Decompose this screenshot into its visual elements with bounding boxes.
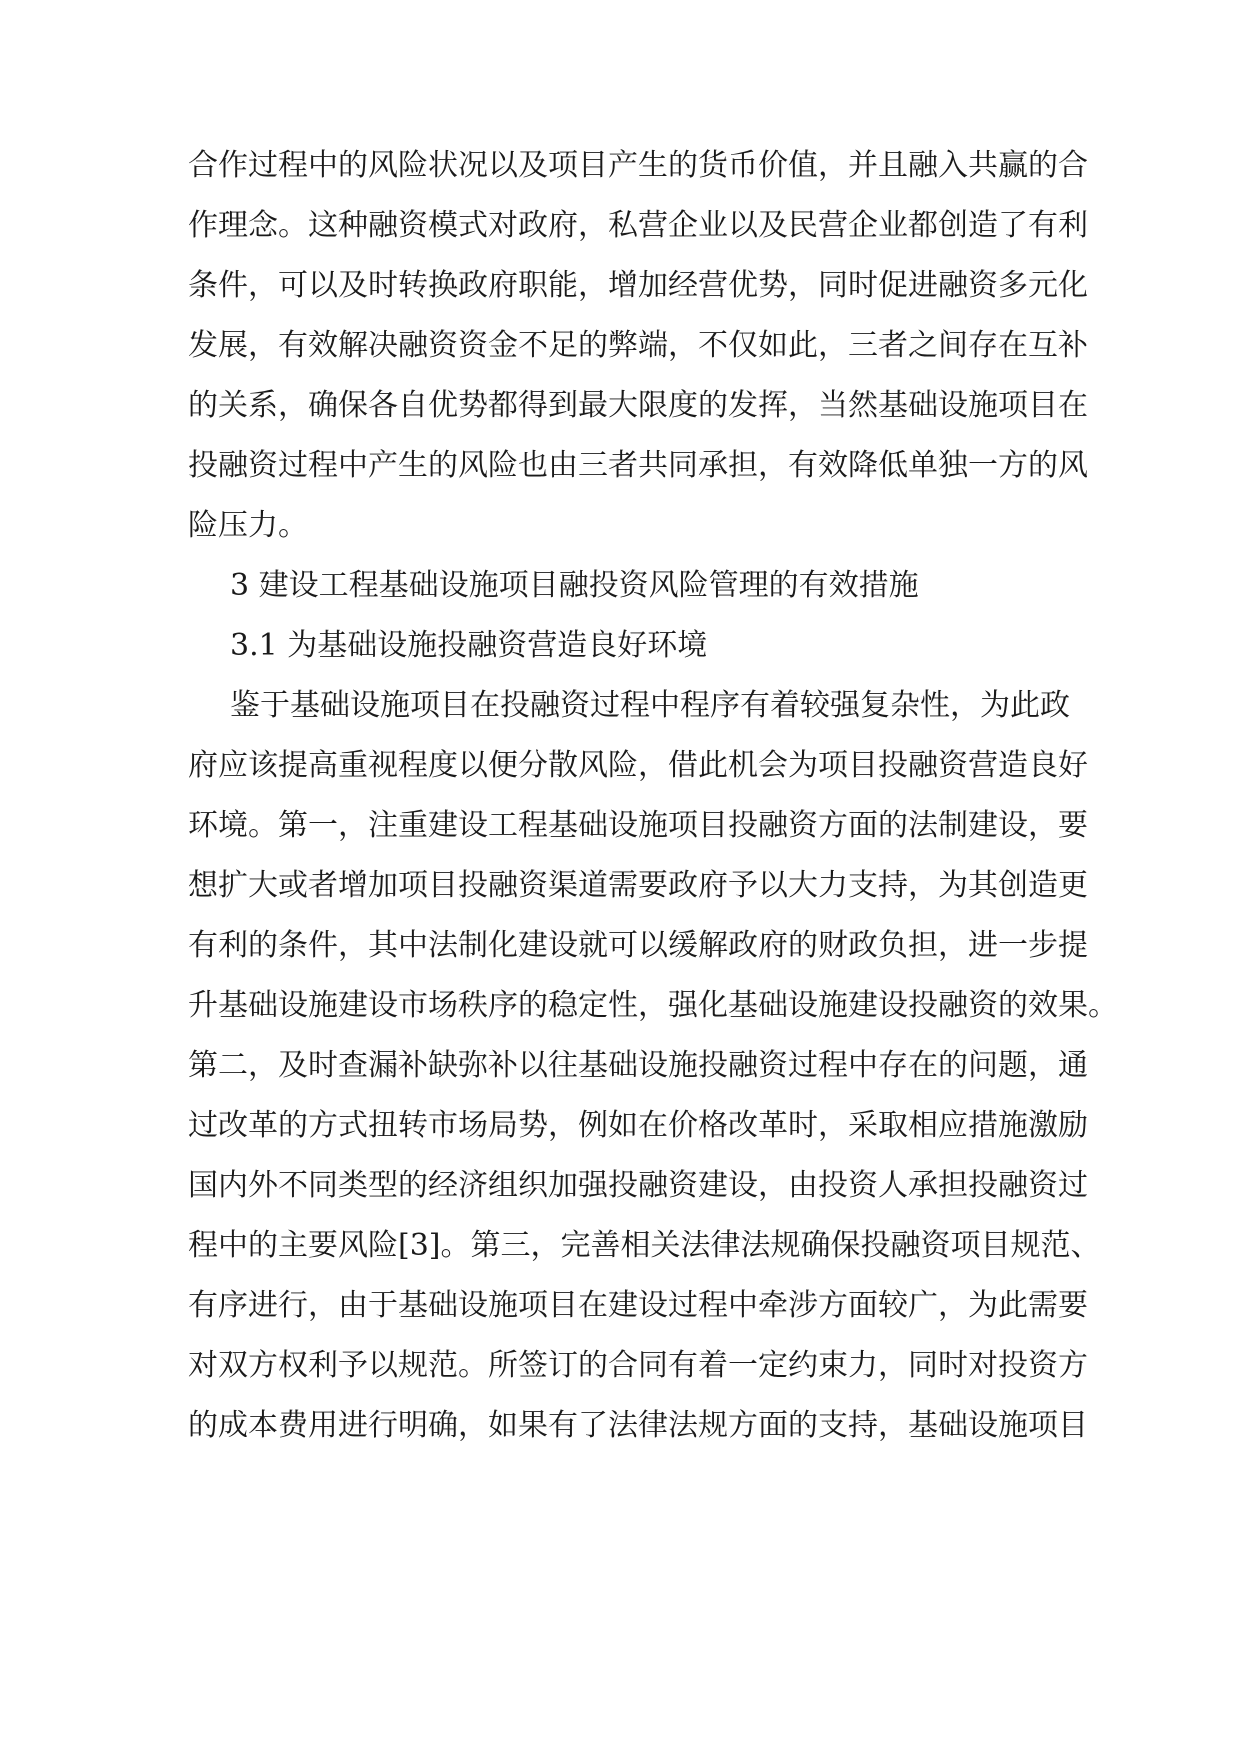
paragraph-2-line-4: 想扩大或者增加项目投融资渠道需要政府予以大力支持，为其创造更	[188, 868, 1088, 903]
paragraph-2-line-7: 第二，及时查漏补缺弥补以往基础设施投融资过程中存在的问题，通	[188, 1048, 1088, 1083]
paragraph-2-line-6: 升基础设施建设市场秩序的稳定性，强化基础设施建设投融资的效果。	[188, 988, 1118, 1023]
paragraph-2-line-2: 府应该提高重视程度以便分散风险，借此机会为项目投融资营造良好	[188, 748, 1088, 783]
paragraph-2-line-13: 的成本费用进行明确，如果有了法律法规方面的支持，基础设施项目	[188, 1408, 1088, 1443]
paragraph-2-line-12: 对双方权利予以规范。所签订的合同有着一定约束力，同时对投资方	[188, 1348, 1088, 1383]
paragraph-1-line-3: 条件，可以及时转换政府职能，增加经营优势，同时促进融资多元化	[188, 268, 1088, 303]
paragraph-2-line-1: 鉴于基础设施项目在投融资过程中程序有着较强复杂性，为此政	[230, 688, 1070, 723]
paragraph-2-line-10: 程中的主要风险[3]。第三，完善相关法律法规确保投融资项目规范、	[188, 1228, 1101, 1263]
paragraph-1-line-1: 合作过程中的风险状况以及项目产生的货币价值，并且融入共赢的合	[188, 148, 1088, 183]
paragraph-1-line-5: 的关系，确保各自优势都得到最大限度的发挥，当然基础设施项目在	[188, 388, 1088, 423]
paragraph-2-line-3: 环境。第一，注重建设工程基础设施项目投融资方面的法制建设，要	[188, 808, 1088, 843]
section-3-heading: 3 建设工程基础设施项目融投资风险管理的有效措施	[230, 568, 919, 603]
paragraph-2-line-11: 有序进行，由于基础设施项目在建设过程中牵涉方面较广，为此需要	[188, 1288, 1088, 1323]
paragraph-2-line-8: 过改革的方式扭转市场局势，例如在价格改革时，采取相应措施激励	[188, 1108, 1088, 1143]
paragraph-2-line-5: 有利的条件，其中法制化建设就可以缓解政府的财政负担，进一步提	[188, 928, 1088, 963]
paragraph-1-line-4: 发展，有效解决融资资金不足的弊端，不仅如此，三者之间存在互补	[188, 328, 1088, 363]
paragraph-1-line-7: 险压力。	[188, 508, 308, 543]
paragraph-1-line-6: 投融资过程中产生的风险也由三者共同承担，有效降低单独一方的风	[188, 448, 1088, 483]
paragraph-1-line-2: 作理念。这种融资模式对政府，私营企业以及民营企业都创造了有利	[188, 208, 1088, 243]
section-3-1-heading: 3.1 为基础设施投融资营造良好环境	[230, 628, 708, 663]
paragraph-2-line-9: 国内外不同类型的经济组织加强投融资建设，由投资人承担投融资过	[188, 1168, 1088, 1203]
